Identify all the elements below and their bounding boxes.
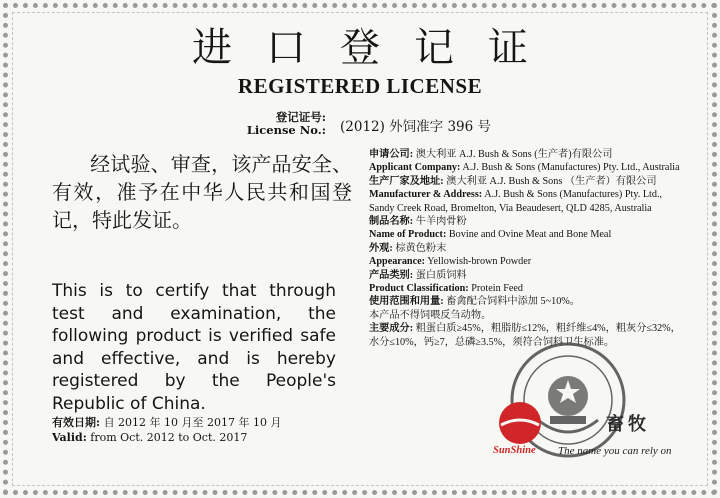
validity-cn	[52, 415, 352, 430]
statement-english: This is to certify that through test and examination, the following product is verified safe and effective, and is hereby registered by the People's Republic of China.	[52, 281, 336, 414]
sunshine-logo-icon	[498, 401, 542, 445]
product-name-cn-value: 牛羊肉骨粉	[415, 216, 467, 228]
validity-en	[52, 430, 352, 445]
title-english: REGISTERED LICENSE	[237, 74, 483, 98]
brand-english: SunShine	[493, 445, 536, 456]
statement-chinese	[52, 150, 352, 234]
manufacturer-cn-label: 生产厂家及地址:	[369, 175, 444, 187]
title-chinese: 进口登记证	[192, 25, 562, 71]
classification-cn	[369, 269, 685, 282]
license-number-value: (2012) 外饲准字 396 号	[340, 119, 492, 135]
usage-cn-value: 畜禽配合饲料中添加 5~10%。	[446, 296, 580, 308]
product-details	[369, 148, 685, 349]
product-name-cn	[369, 215, 685, 228]
license-number-label-cn: 登记证号:	[275, 110, 326, 124]
applicant-en	[369, 161, 685, 174]
manufacturer-en	[369, 188, 685, 215]
brand-chinese: 畜牧	[606, 414, 650, 435]
applicant-cn-label: 申请公司:	[369, 149, 414, 160]
statement-chinese-text: 经试验、审查，该产品安全、有效，准予在中华人民共和国登记，特此发证。	[52, 152, 352, 232]
classification-en	[369, 282, 685, 295]
license-number-label-en: License No.:	[246, 123, 326, 137]
classification-cn-value: 蛋白质饲料	[415, 269, 467, 281]
license-number-labels	[246, 111, 326, 137]
classification-en-value: Protein Feed	[471, 283, 524, 295]
composition-cn-label: 主要成分:	[369, 323, 414, 335]
product-name-en	[369, 228, 685, 241]
applicant-cn-value: 澳大利亚 A.J. Bush & Sons (生产者)有限公司	[415, 149, 613, 160]
product-name-en-label: Name of Product:	[369, 229, 447, 241]
usage-cn	[369, 295, 685, 308]
product-name-cn-label: 制品名称:	[369, 216, 414, 228]
applicant-en-label: Applicant Company:	[369, 162, 461, 174]
classification-en-label: Product Classification:	[369, 283, 469, 295]
appearance-en-value: Yellowish-brown Powder	[427, 256, 532, 268]
appearance-cn-value: 棕黄色粉末	[395, 242, 447, 254]
validity-value-cn: 自 2012 年 10 月至 2017 年 10 月	[103, 416, 282, 429]
classification-cn-label: 产品类别:	[369, 269, 414, 281]
appearance-en	[369, 255, 685, 268]
applicant-cn	[369, 148, 685, 161]
validity-label-en: Valid:	[52, 431, 87, 444]
brand-tagline: The name you can rely on	[558, 445, 672, 457]
validity-value-en: from Oct. 2012 to Oct. 2017	[90, 431, 248, 444]
composition-cn-value: 粗蛋白质≥45%，粗脂肪≤12%，粗纤维≤4%，粗灰分≤32%，水分≤10%，钙≥7，总磷≥3.5%，须符合饲料卫生标准。	[369, 323, 681, 348]
appearance-en-label: Appearance:	[369, 256, 426, 268]
usage-cn-label: 使用范围和用量:	[369, 296, 444, 308]
manufacturer-en-value: A.J. Bush & Sons (Manufactures) Pty. Ltd., Sandy Creek Road, Bromelton, Via Beaudesert, QLD 4285, Australia	[369, 189, 663, 214]
notice-cn: 本产品不得饲喂反刍动物。	[369, 309, 492, 321]
manufacturer-en-label: Manufacturer & Address:	[369, 189, 483, 201]
product-name-en-value: Bovine and Ovine Meat and Bone Meal	[448, 229, 612, 241]
appearance-cn	[369, 242, 685, 255]
manufacturer-cn	[369, 175, 685, 188]
validity-block	[52, 415, 352, 445]
validity-label-cn: 有效日期:	[52, 416, 101, 429]
appearance-cn-label: 外观:	[369, 242, 393, 254]
manufacturer-cn-value: 澳大利亚 A.J. Bush & Sons （生产者）有限公司	[446, 175, 657, 187]
applicant-en-value: A.J. Bush & Sons (Manufactures) Pty. Ltd., Australia	[462, 162, 680, 174]
